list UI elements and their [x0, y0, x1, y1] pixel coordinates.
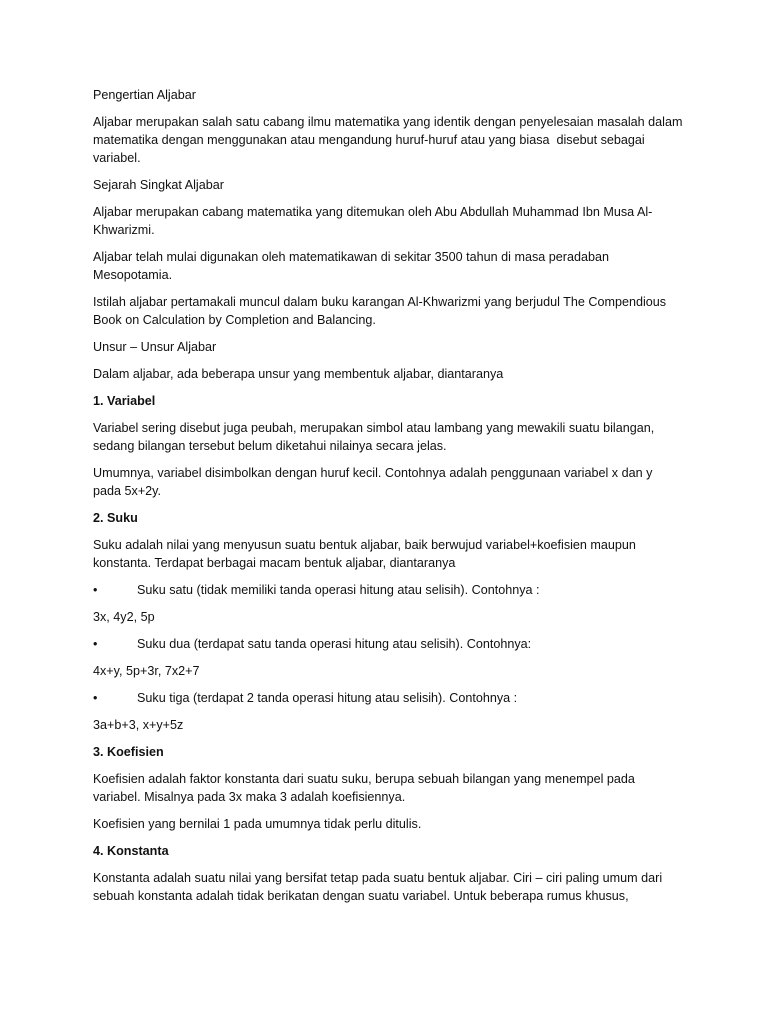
paragraph: Suku adalah nilai yang menyusun suatu bentuk aljabar, baik berwujud variabel+koefisien maupun konstanta. Terdapat berbagai macam bentuk aljabar, diantaranya	[93, 538, 640, 570]
heading-variabel: 1. Variabel	[93, 394, 156, 408]
list-item	[93, 581, 683, 599]
paragraph: Istilah aljabar pertamakali muncul dalam buku karangan Al-Khwarizmi yang berjudul The Compendious Book on Calculation by Completion and Balancing.	[93, 295, 670, 327]
example-text: 3a+b+3, x+y+5z	[93, 718, 184, 732]
list-item-text: Suku satu (tidak memiliki tanda operasi hitung atau selisih). Contohnya :	[137, 583, 540, 597]
paragraph: Koefisien yang bernilai 1 pada umumnya tidak perlu ditulis.	[93, 817, 422, 831]
document-content	[93, 86, 686, 914]
paragraph: Konstanta adalah suatu nilai yang bersifat tetap pada suatu bentuk aljabar. Ciri – ciri paling umum dari sebuah konstanta adalah tidak berikatan dengan suatu variabel. Untuk beberapa rumus khusus,	[93, 871, 666, 903]
heading-suku: 2. Suku	[93, 511, 138, 525]
bullet-icon: •	[93, 583, 98, 597]
list-item	[93, 635, 683, 653]
paragraph: Koefisien adalah faktor konstanta dari suatu suku, berupa sebuah bilangan yang menempel pada variabel. Misalnya pada 3x maka 3 adalah koefisiennya.	[93, 772, 639, 804]
paragraph: Umumnya, variabel disimbolkan dengan huruf kecil. Contohnya adalah penggunaan variabel x dan y pada 5x+2y.	[93, 466, 656, 498]
paragraph: Aljabar telah mulai digunakan oleh matematikawan di sekitar 3500 tahun di masa peradaban Mesopotamia.	[93, 250, 613, 282]
heading-sejarah: Sejarah Singkat Aljabar	[93, 178, 224, 192]
paragraph: Aljabar merupakan salah satu cabang ilmu matematika yang identik dengan penyelesaian masalah dalam matematika dengan menggunakan atau mengandung huruf-huruf atau yang biasa disebut sebagai variabel.	[93, 115, 686, 165]
example-text: 3x, 4y2, 5p	[93, 610, 155, 624]
bullet-icon: •	[93, 637, 98, 651]
list-item-text: Suku dua (terdapat satu tanda operasi hitung atau selisih). Contohnya:	[137, 637, 532, 651]
heading-konstanta: 4. Konstanta	[93, 844, 169, 858]
paragraph: Dalam aljabar, ada beberapa unsur yang membentuk aljabar, diantaranya	[93, 367, 504, 381]
bullet-icon: •	[93, 691, 98, 705]
list-item-text: Suku tiga (terdapat 2 tanda operasi hitung atau selisih). Contohnya :	[137, 691, 518, 705]
heading-pengertian: Pengertian Aljabar	[93, 88, 196, 102]
heading-unsur: Unsur – Unsur Aljabar	[93, 340, 217, 354]
paragraph: Variabel sering disebut juga peubah, merupakan simbol atau lambang yang mewakili suatu bilangan, sedang bilangan tersebut belum diketahui nilainya secara jelas.	[93, 421, 658, 453]
paragraph: Aljabar merupakan cabang matematika yang ditemukan oleh Abu Abdullah Muhammad Ibn Musa Al-Khwarizmi.	[93, 205, 653, 237]
list-item	[93, 689, 683, 707]
heading-koefisien: 3. Koefisien	[93, 745, 164, 759]
example-text: 4x+y, 5p+3r, 7x2+7	[93, 664, 200, 678]
